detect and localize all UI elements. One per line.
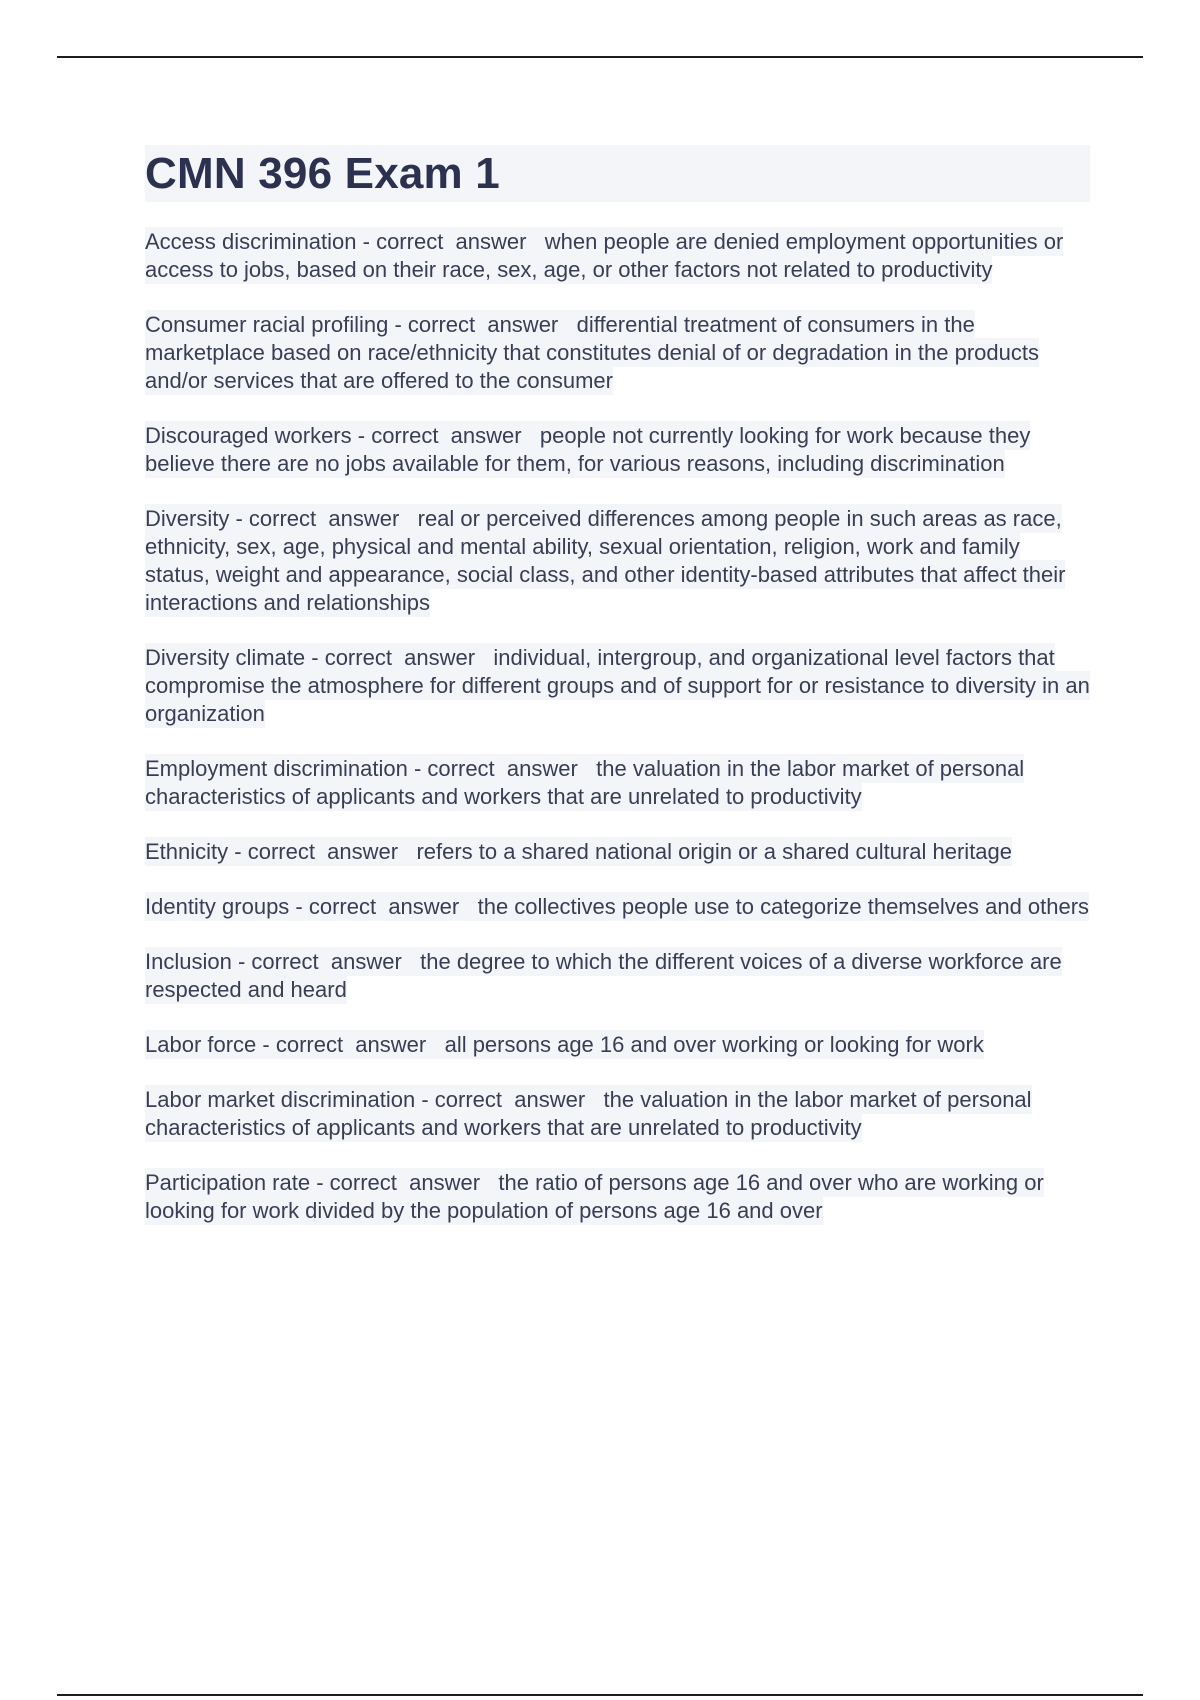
entry-separator: - correct answer	[407, 756, 597, 781]
entry-term: Diversity	[145, 506, 230, 531]
entry-separator: - correct answer	[351, 423, 540, 448]
entry-term: Labor force	[145, 1032, 257, 1057]
entry-term: Ethnicity	[145, 839, 229, 864]
bottom-rule	[57, 1694, 1143, 1696]
entry-definition: the valuation in the labor market of personal characteristics of applicants and workers that are unrelated to productivity	[145, 756, 1025, 809]
top-rule	[57, 56, 1143, 58]
title-band	[145, 145, 1090, 202]
glossary-entry	[145, 505, 1090, 617]
entry-definition: the collectives people use to categorize themselves and others	[477, 894, 1090, 919]
entry-definition: individual, intergroup, and organizational level factors that compromise the atmosphere for different groups and of support for or resistance to diversity in an organization	[145, 645, 1090, 726]
entry-definition: the valuation in the labor market of personal characteristics of applicants and workers that are unrelated to productivity	[145, 1087, 1032, 1140]
entry-term: Diversity climate	[145, 645, 306, 670]
glossary-entry	[145, 1169, 1090, 1225]
glossary-entry	[145, 311, 1090, 395]
entry-separator: - correct answer	[356, 229, 545, 254]
entry-term: Inclusion	[145, 949, 232, 974]
entry-definition: differential treatment of consumers in the marketplace based on race/ethnicity that constitutes denial of or degradation in the products and/or services that are offered to the consumer	[145, 312, 1039, 393]
entry-definition: the degree to which the different voices of a diverse workforce are respected and heard	[145, 949, 1062, 1002]
entry-term: Employment discrimination	[145, 756, 408, 781]
entry-separator: - correct answer	[289, 894, 478, 919]
entry-separator: - correct answer	[305, 645, 494, 670]
entry-separator: - correct answer	[256, 1032, 445, 1057]
entry-separator: - correct answer	[229, 506, 418, 531]
glossary-entry	[145, 228, 1090, 284]
glossary-list	[145, 228, 1090, 1225]
glossary-entry	[145, 838, 1090, 866]
entry-definition: all persons age 16 and over working or looking for work	[444, 1032, 984, 1057]
entry-separator: - correct answer	[310, 1170, 499, 1195]
glossary-entry	[145, 948, 1090, 1004]
entry-definition: real or perceived differences among people in such areas as race, ethnicity, sex, age, physical and mental ability, sexual orientation, religion, work and family status, weight and appearance, social class, and other identity-based attributes that affect their interactions and relationships	[145, 506, 1066, 615]
entry-separator: - correct answer	[388, 312, 577, 337]
entry-separator: - correct answer	[231, 949, 421, 974]
document-body	[145, 145, 1090, 1252]
entry-term: Participation rate	[145, 1170, 311, 1195]
entry-term: Consumer racial profiling	[145, 312, 389, 337]
entry-term: Identity groups	[145, 894, 290, 919]
page-title: CMN 396 Exam 1	[145, 148, 500, 198]
glossary-entry	[145, 422, 1090, 478]
glossary-entry	[145, 1031, 1090, 1059]
entry-definition: the ratio of persons age 16 and over who are working or looking for work divided by the population of persons age 16 and over	[145, 1170, 1044, 1223]
glossary-entry	[145, 893, 1090, 921]
entry-separator: - correct answer	[228, 839, 417, 864]
entry-separator: - correct answer	[415, 1087, 604, 1112]
glossary-entry	[145, 1086, 1090, 1142]
entry-term: Access discrimination	[145, 229, 357, 254]
glossary-entry	[145, 644, 1090, 728]
entry-definition: refers to a shared national origin or a shared cultural heritage	[416, 839, 1013, 864]
entry-definition: when people are denied employment opportunities or access to jobs, based on their race, sex, age, or other factors not related to productivity	[145, 229, 1064, 282]
entry-term: Discouraged workers	[145, 423, 352, 448]
entry-definition: people not currently looking for work because they believe there are no jobs available for them, for various reasons, including discrimination	[145, 423, 1031, 476]
entry-term: Labor market discrimination	[145, 1087, 416, 1112]
glossary-entry	[145, 755, 1090, 811]
